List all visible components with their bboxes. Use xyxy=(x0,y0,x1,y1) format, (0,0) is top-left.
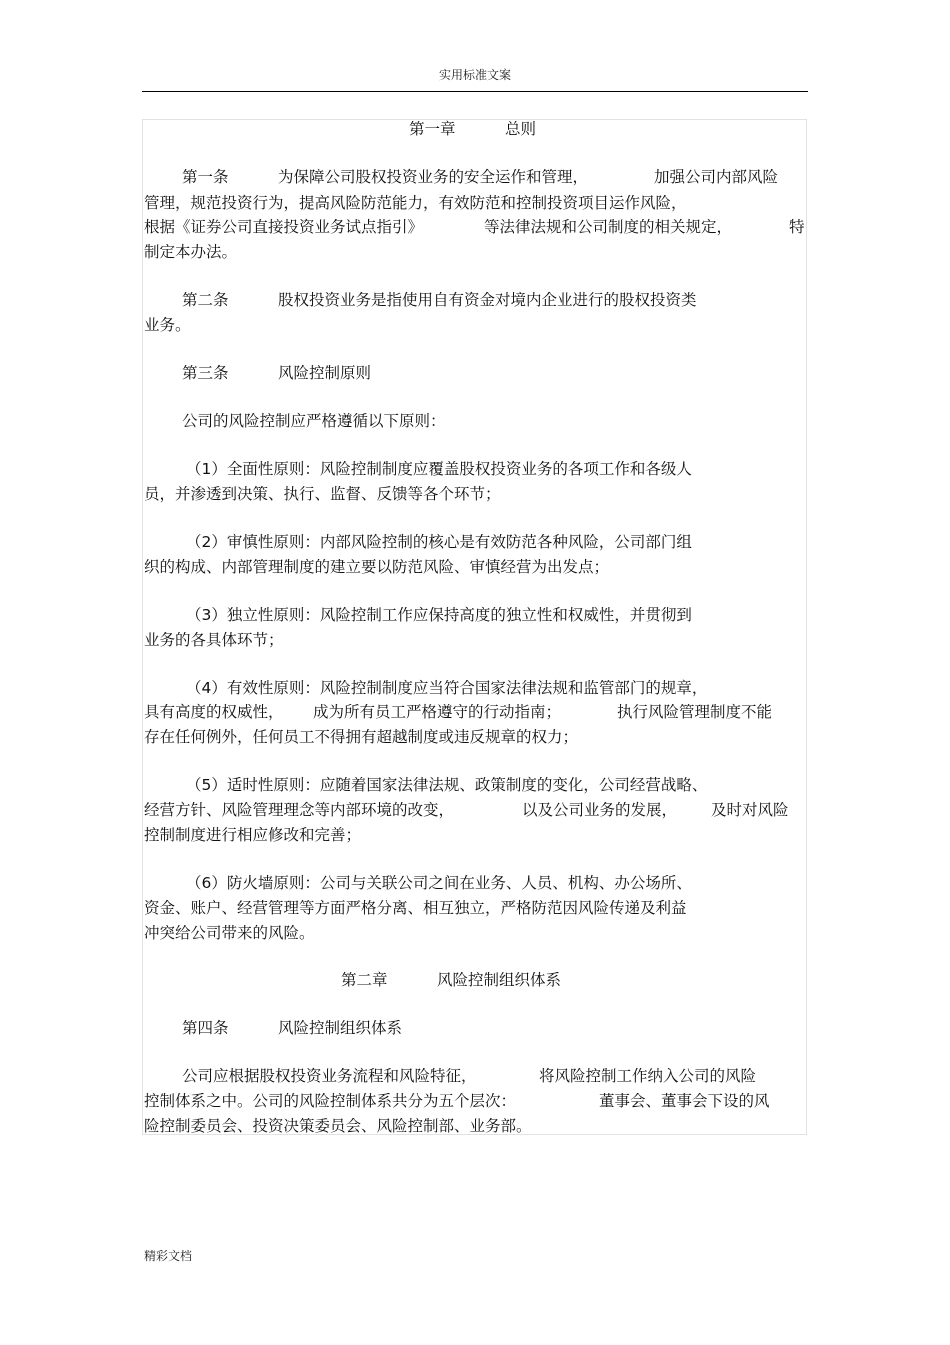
principle-5-line-1: （5）适时性原则：应随着国家法律法规、政策制度的变化，公司经营战略、 xyxy=(186,776,708,794)
article-4-line-2b: 董事会、董事会下设的风 xyxy=(599,1092,770,1110)
principle-4-line-2b: 成为所有员工严格遵守的行动指南； xyxy=(313,703,562,721)
article-4-title: 风险控制组织体系 xyxy=(278,1019,403,1037)
chapter-2-title: 风险控制组织体系 xyxy=(437,971,562,989)
principle-2-line-1: （2）审慎性原则：内部风险控制的核心是有效防范各种风险，公司部门组 xyxy=(186,533,692,551)
principle-4-line-1: （4）有效性原则：风险控制制度应当符合国家法律法规和监管部门的规章， xyxy=(186,679,708,697)
header-divider xyxy=(142,91,808,92)
article-4-label: 第四条 xyxy=(182,1019,229,1037)
article-3-title: 风险控制原则 xyxy=(278,364,372,382)
principle-5-line-3: 控制制度进行相应修改和完善； xyxy=(144,826,362,844)
article-1-label: 第一条 xyxy=(182,168,229,186)
article-1-line-1b: 加强公司内部风险 xyxy=(654,168,779,186)
chapter-1-title: 总则 xyxy=(505,120,537,138)
principle-5-line-2a: 经营方针、风险管理理念等内部环境的改变， xyxy=(144,801,455,819)
article-1-line-4: 制定本办法。 xyxy=(144,243,238,261)
article-3-label: 第三条 xyxy=(182,364,229,382)
principle-1-line-2: 员，并渗透到决策、执行、监督、反馈等各个环节； xyxy=(144,485,501,503)
principle-3-line-1: （3）独立性原则：风险控制工作应保持高度的独立性和权威性，并贯彻到 xyxy=(186,606,692,624)
principle-5-line-2c: 及时对风险 xyxy=(711,801,789,819)
chapter-2-number: 第二章 xyxy=(341,971,388,989)
principle-2-line-2: 织的构成、内部管理制度的建立要以防范风险、审慎经营为出发点； xyxy=(144,558,610,576)
article-1-line-2: 管理，规范投资行为，提高风险防范能力，有效防范和控制投资项目运作风险， xyxy=(144,194,687,212)
article-3-intro: 公司的风险控制应严格遵循以下原则： xyxy=(182,412,446,430)
principle-4-line-3: 存在任何例外，任何员工不得拥有超越制度或违反规章的权力； xyxy=(144,728,579,746)
article-1-line-3c: 特 xyxy=(789,218,805,236)
principle-4-line-2c: 执行风险管理制度不能 xyxy=(617,703,773,721)
principle-5-line-2b: 以及公司业务的发展， xyxy=(522,801,678,819)
article-1-line-3a: 根据《证券公司直接投资业务试点指引》 xyxy=(144,218,424,236)
principle-6-line-3: 冲突给公司带来的风险。 xyxy=(144,924,315,942)
article-4-line-1b: 将风险控制工作纳入公司的风险 xyxy=(539,1067,757,1085)
principle-6-line-1: （6）防火墙原则：公司与关联公司之间在业务、人员、机构、办公场所、 xyxy=(186,874,692,892)
principle-3-line-2: 业务的各具体环节； xyxy=(144,631,284,649)
principle-4-line-2a: 具有高度的权威性， xyxy=(144,703,284,721)
principle-1-line-1: （1）全面性原则：风险控制制度应覆盖股权投资业务的各项工作和各级人 xyxy=(186,460,692,478)
article-1-line-3b: 等法律法规和公司制度的相关规定， xyxy=(484,218,733,236)
article-1-line-1a: 为保障公司股权投资业务的安全运作和管理， xyxy=(278,168,589,186)
article-2-line-2: 业务。 xyxy=(144,316,191,334)
page-footer: 精彩文档 xyxy=(144,1249,193,1263)
article-2-label: 第二条 xyxy=(182,291,229,309)
chapter-1-number: 第一章 xyxy=(409,120,456,138)
article-2-line-1: 股权投资业务是指使用自有资金对境内企业进行的股权投资类 xyxy=(278,291,697,309)
page-header: 实用标准文案 xyxy=(438,68,511,82)
article-4-line-1a: 公司应根据股权投资业务流程和风险特征， xyxy=(182,1067,477,1085)
principle-6-line-2: 资金、账户、经营管理等方面严格分离、相互独立，严格防范因风险传递及利益 xyxy=(144,899,687,917)
article-4-line-2a: 控制体系之中。公司的风险控制体系共分为五个层次： xyxy=(144,1092,517,1110)
article-4-line-3: 险控制委员会、投资决策委员会、风险控制部、业务部。 xyxy=(144,1117,532,1135)
